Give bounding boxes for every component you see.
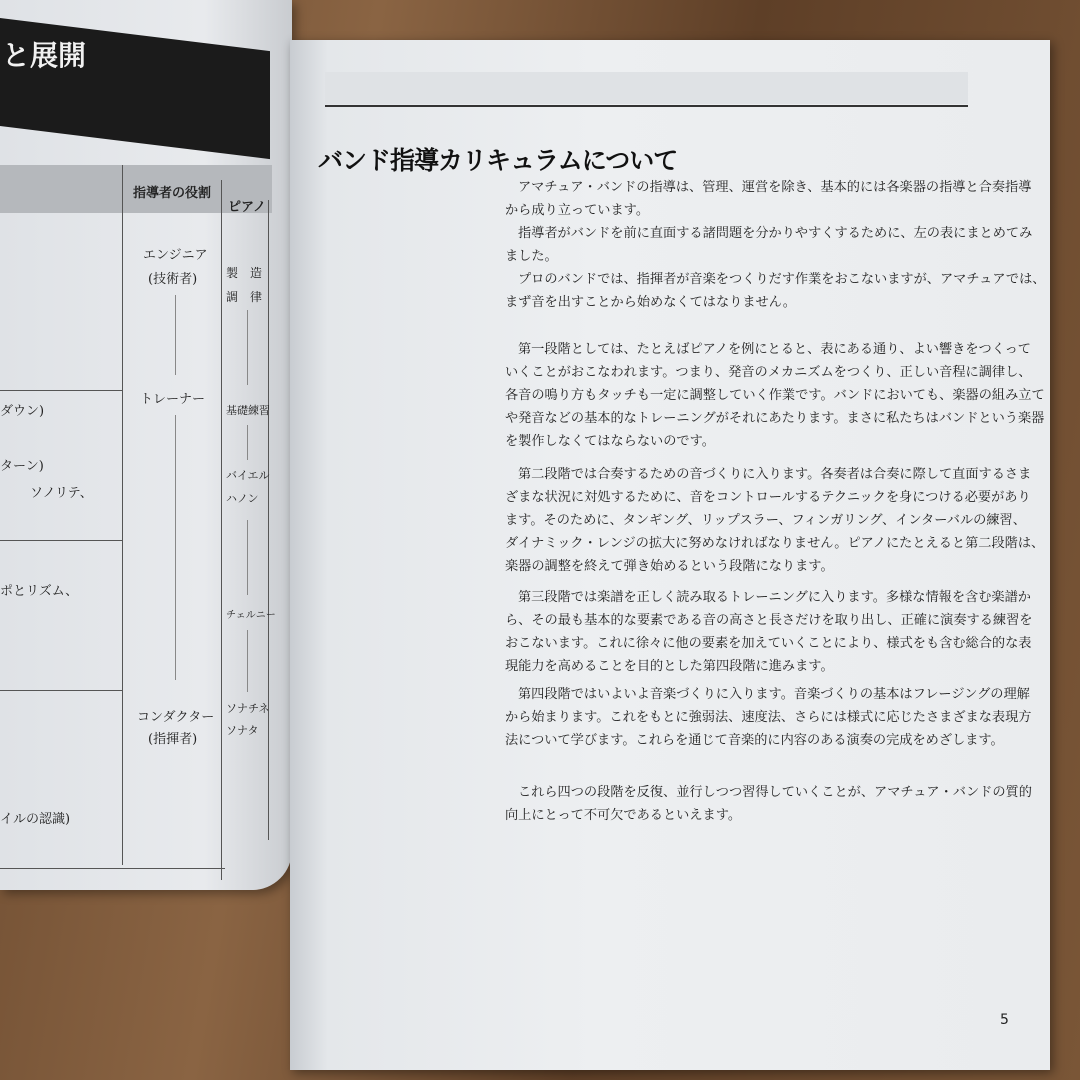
paragraph (505, 268, 1046, 314)
text-line: 第三段階では楽譜を正しく読み取るトレーニングに入ります。多様な情報を含む楽譜か (518, 590, 1031, 605)
text-line: や発音などの基本的なトレーニングがそれにあたります。まさに私たちはバンドという楽器 (505, 411, 1045, 426)
text-line: 向上にとって不可欠であるといえます。 (505, 808, 742, 823)
paragraph (505, 176, 1032, 222)
text-line: ダイナミック・レンジの拡大に努めなければなりません。ピアノにたとえると第二段階は、 (505, 536, 1045, 551)
role-trainer: トレーナー (140, 392, 206, 407)
table-cell: ダウン) (0, 404, 45, 419)
text-line: ざまな状況に対処するために、音をコントロールするテクニックを身につける必要があり (505, 490, 1031, 505)
table-divider (0, 868, 225, 869)
text-line: から成り立っています。 (505, 203, 650, 218)
table-divider (268, 200, 269, 840)
text-line: 第二段階では合奏するための音づくりに入ります。各奏者は合奏に際して直面するさま (518, 467, 1032, 482)
piano-step: バイエル (226, 469, 270, 482)
header-rule (325, 105, 968, 107)
text-line: 法について学びます。これらを通じて音楽的に内容のある演奏の完成をめざします。 (505, 733, 1004, 748)
text-line: 現能力を高めることを目的とした第四段階に進みます。 (505, 659, 834, 674)
piano-step: ソナタ (226, 724, 259, 737)
paragraph (505, 338, 1045, 453)
table-header-piano: ピアノ (228, 200, 266, 215)
text-line: まず音を出すことから始めなくてはなりません。 (505, 295, 796, 310)
paragraph (505, 222, 1033, 268)
table-divider (0, 690, 122, 691)
text-line: おこないます。これに徐々に他の要素を加えていくことにより、様式をも含む総合的な表 (505, 636, 1032, 651)
page-number: 5 (1000, 1012, 1009, 1028)
text-line: 第四段階ではいよいよ音楽づくりに入ります。音楽づくりの基本はフレージングの理解 (518, 687, 1030, 702)
paragraph (505, 781, 1032, 827)
piano-step: 調 律 (226, 290, 263, 304)
text-line: を製作しなくてはならないのです。 (505, 434, 715, 449)
role-connector (175, 415, 176, 680)
text-line: いくことがおこなわれます。つまり、発音のメカニズムをつくり、正しい音程に調律し、 (505, 365, 1032, 380)
text-line: 第一段階としては、たとえばピアノを例にとると、表にある通り、よい響きをつくって (518, 342, 1031, 357)
table-header-role: 指導者の役割 (133, 186, 212, 201)
table-divider (122, 165, 123, 865)
table-cell: ターン) (0, 459, 44, 474)
role-conductor-sub: (指揮者) (148, 732, 198, 747)
piano-connector (247, 425, 248, 460)
text-line: ました。 (505, 249, 558, 264)
table-cell: ソノリテ、 (30, 486, 93, 501)
text-line: これら四つの段階を反復、並行しつつ習得していくことが、アマチュア・バンドの質的 (518, 785, 1032, 800)
table-divider (221, 180, 222, 880)
page-title: バンド指導カリキュラムについて (318, 146, 678, 175)
left-page (0, 0, 292, 890)
table-divider (0, 390, 122, 391)
piano-step: 製 造 (226, 266, 263, 280)
role-engineer-sub: (技術者) (148, 272, 198, 287)
piano-connector (247, 310, 248, 385)
text-line: アマチュア・バンドの指導は、管理、運営を除き、基本的には各楽器の指導と合奏指導 (518, 180, 1032, 195)
role-conductor: コンダクター (137, 710, 215, 725)
piano-step: ハノン (226, 492, 259, 505)
section-title: と展開 (2, 39, 87, 72)
role-engineer: エンジニア (143, 248, 208, 263)
piano-step: ソナチネ (226, 702, 270, 715)
paragraph (505, 586, 1033, 678)
text-line: 楽器の調整を終えて弾き始めるという段階になります。 (505, 559, 834, 574)
piano-step: 基礎練習 (226, 404, 270, 417)
table-cell: イルの認識) (0, 812, 71, 827)
text-line: 各音の鳴り方もタッチも一定に調整していく作業です。バンドにおいても、楽器の組み立て (505, 388, 1045, 403)
table-divider (0, 540, 122, 541)
running-header-band (325, 72, 968, 104)
paragraph (505, 463, 1045, 578)
table-cell: ポとリズム、 (0, 584, 79, 599)
piano-step: チェルニー (226, 610, 276, 621)
text-line: プロのバンドでは、指揮者が音楽をつくりだす作業をおこないますが、アマチュアでは、 (518, 272, 1046, 287)
piano-connector (247, 520, 248, 595)
piano-connector (247, 630, 248, 692)
text-line: ら、その最も基本的な要素である音の高さと長さだけを取り出し、正確に演奏する練習を (505, 613, 1033, 628)
role-connector (175, 295, 176, 375)
text-line: ます。そのために、タンギング、リップスラー、フィンガリング、インターバルの練習、 (505, 513, 1026, 528)
text-line: 指導者がバンドを前に直面する諸問題を分かりやすくするために、左の表にまとめてみ (518, 226, 1033, 241)
text-line: から始まります。これをもとに強弱法、速度法、さらには様式に応じたさまざまな表現方 (505, 710, 1032, 725)
paragraph (505, 683, 1032, 752)
